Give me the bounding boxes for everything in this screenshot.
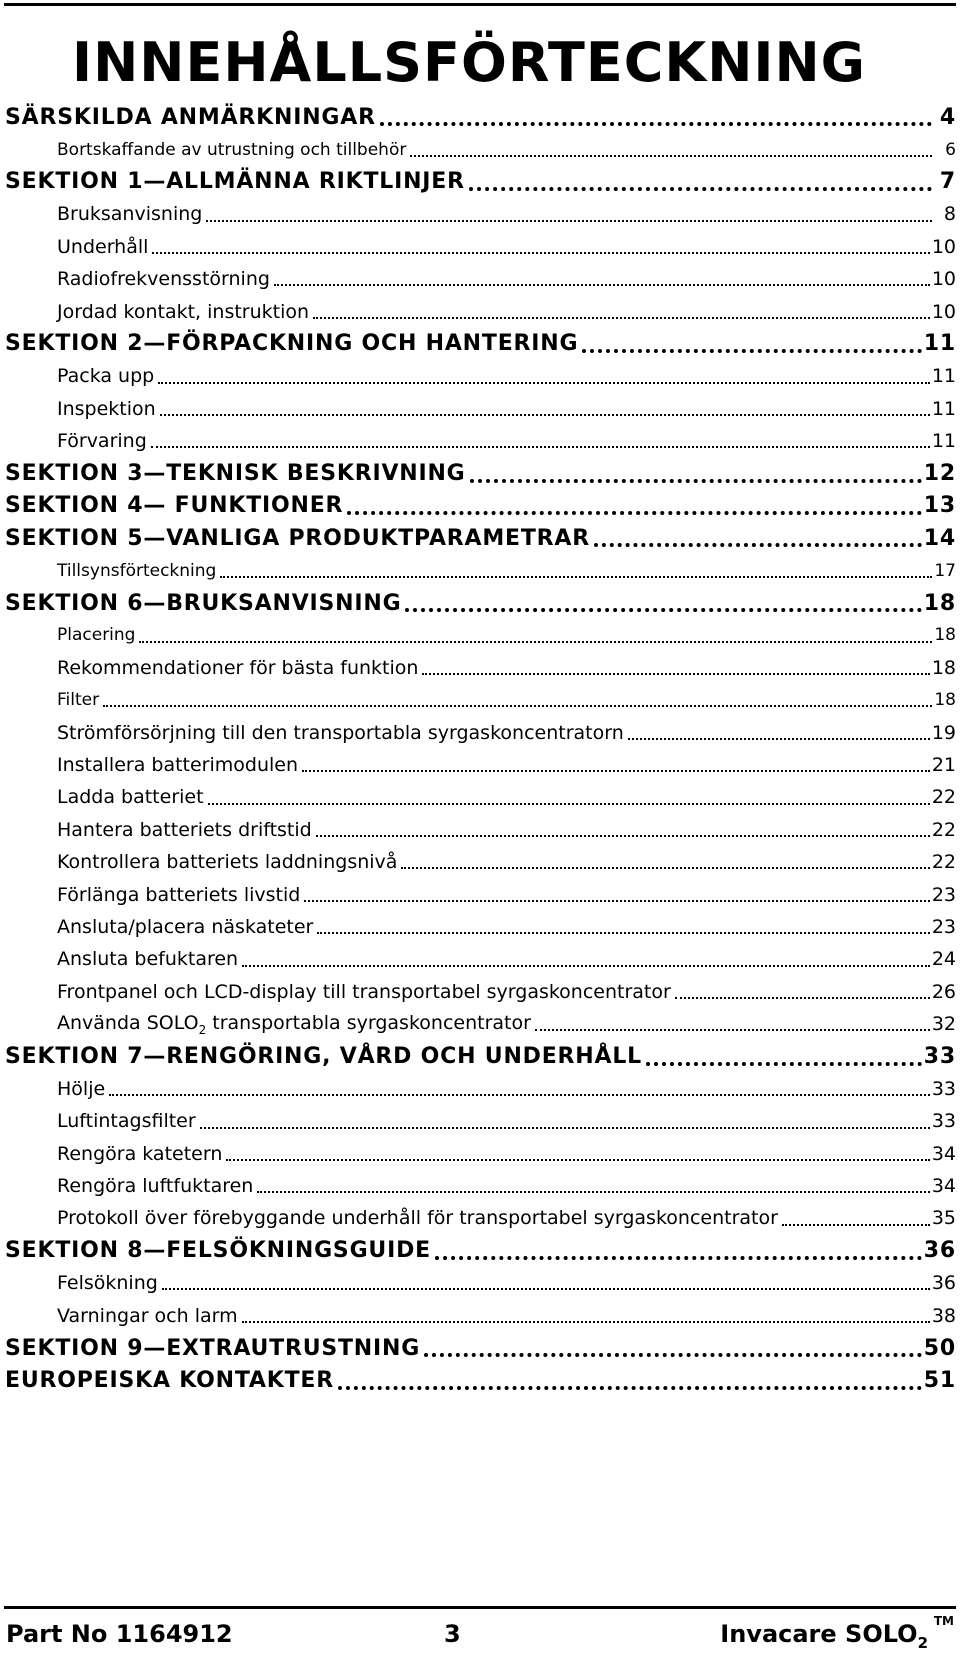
toc-dot-leader: [582, 349, 921, 353]
toc-entry-title: Inspektion: [57, 397, 156, 420]
toc-dot-leader: [242, 965, 930, 967]
toc-entry-title: [57, 1012, 531, 1037]
toc-subsection-row[interactable]: [5, 393, 956, 425]
toc-page-number: 6: [945, 139, 956, 160]
toc-page-number: 32: [931, 1013, 956, 1036]
toc-dot-leader: [435, 1256, 922, 1260]
toc-page-number: 18: [923, 590, 956, 616]
toc-entry-title: Hantera batteriets driftstid: [57, 818, 312, 841]
toc-subsection-row[interactable]: [5, 619, 956, 651]
toc-page-number: 33: [931, 1077, 956, 1100]
toc-subsection-row[interactable]: [5, 554, 956, 586]
toc-subsection-row[interactable]: [5, 1105, 956, 1137]
toc-entry-title: Rengöra katetern: [57, 1142, 223, 1165]
toc-entry-title-rest: transportabla syrgaskoncentrator: [206, 1011, 531, 1034]
toc-page-number: 18: [931, 656, 956, 679]
toc-dot-leader: [410, 155, 932, 157]
toc-page-number: 22: [931, 851, 956, 874]
toc-page-number: 26: [931, 980, 956, 1003]
page-title: INNEHÅLLSFÖRTECKNING: [72, 31, 867, 94]
toc-section-row[interactable]: [5, 1235, 956, 1267]
toc-subsection-row[interactable]: [5, 749, 956, 781]
toc-page-number: 17: [934, 560, 956, 581]
toc-entry-title: Frontpanel och LCD-display till transportabel syrgaskoncentrator: [57, 980, 671, 1003]
toc-dot-leader: [347, 511, 922, 515]
toc-entry-title: SEKTION 8—FELSÖKNINGSGUIDE: [5, 1238, 431, 1264]
toc-dot-leader: [274, 284, 930, 286]
toc-page-number: 18: [934, 625, 956, 646]
toc-entry-title: Hölje: [57, 1077, 106, 1100]
toc-subsection-row[interactable]: [5, 425, 956, 457]
toc-dot-leader: [646, 1062, 922, 1066]
toc-subsection-row[interactable]: [5, 1138, 956, 1170]
toc-subsection-row[interactable]: [5, 1170, 956, 1202]
toc-dot-leader: [302, 770, 930, 772]
toc-entry-title: Filter: [57, 690, 100, 711]
toc-subsection-row[interactable]: [5, 878, 956, 910]
toc-entry-title: SEKTION 4— FUNKTIONER: [5, 493, 344, 519]
toc-page-number: 35: [931, 1207, 956, 1230]
toc-subsection-row[interactable]: [5, 198, 956, 230]
toc-page-number: 14: [923, 525, 956, 551]
toc-entry-title: Installera batterimodulen: [57, 754, 299, 776]
toc-entry-title: Placering: [57, 625, 136, 646]
toc-page-number: 33: [923, 1044, 956, 1070]
footer-trademark: TM: [933, 1614, 954, 1628]
toc-dot-leader: [152, 252, 929, 254]
toc-page-number: 51: [923, 1367, 956, 1393]
toc-dot-leader: [200, 1127, 930, 1129]
toc-page-number: 11: [931, 397, 956, 420]
toc-entry-title: SEKTION 1—ALLMÄNNA RIKTLINJER: [5, 169, 465, 195]
toc-dot-leader: [103, 705, 932, 707]
toc-section-row[interactable]: [5, 587, 956, 619]
toc-subsection-row[interactable]: [5, 263, 956, 295]
toc-entry-title: SEKTION 6—BRUKSANVISNING: [5, 590, 402, 616]
toc-page-number: 10: [931, 268, 956, 291]
toc-subsection-row[interactable]: [5, 976, 956, 1008]
toc-page-number: 10: [931, 235, 956, 258]
toc-dot-leader: [594, 543, 922, 547]
toc-page-number: 22: [931, 786, 956, 809]
toc-entry-title: Rengöra luftfuktaren: [57, 1175, 254, 1198]
toc-page-number: 12: [923, 460, 956, 486]
toc-page-number: 34: [931, 1175, 956, 1198]
toc-dot-leader: [628, 738, 930, 740]
toc-page-number: 18: [934, 690, 956, 711]
toc-page-number: 13: [923, 493, 956, 519]
toc-entry-title: Radiofrekvensstörning: [57, 268, 270, 291]
footer-page-number: 3: [444, 1620, 461, 1648]
toc-page-number: 8: [943, 203, 956, 226]
toc-page-number: 24: [931, 948, 956, 971]
toc-dot-leader: [160, 414, 930, 416]
toc-dot-leader: [242, 1321, 930, 1323]
toc-dot-leader: [470, 479, 922, 483]
toc-entry-title: Förvaring: [57, 430, 147, 453]
toc-entry-title: Packa upp: [57, 365, 155, 388]
toc-dot-leader: [226, 1159, 929, 1161]
toc-subsection-row[interactable]: [5, 814, 956, 846]
toc-entry-title: Protokoll över förebyggande underhåll för transportabel syrgaskoncentrator: [57, 1207, 778, 1230]
toc-page-number: 23: [931, 883, 956, 906]
toc-subsection-row[interactable]: [5, 1267, 956, 1299]
toc-page-number: 34: [931, 1142, 956, 1165]
toc-section-row[interactable]: [5, 328, 956, 360]
top-rule: [4, 3, 956, 6]
toc-subsection-row[interactable]: [5, 684, 956, 716]
toc-page-number: 11: [931, 430, 956, 453]
toc-subsection-row[interactable]: [5, 231, 956, 263]
toc-page-number: 36: [923, 1238, 956, 1264]
toc-page-number: 19: [931, 721, 956, 744]
toc-dot-leader: [782, 1224, 930, 1226]
table-of-contents: [5, 101, 956, 1397]
toc-entry-title: SEKTION 3—TEKNISK BESKRIVNING: [5, 460, 466, 486]
toc-entry-title: Bortskaffande av utrustning och tillbehör: [57, 139, 407, 160]
toc-section-row[interactable]: [5, 457, 956, 489]
toc-section-row[interactable]: [5, 1040, 956, 1072]
toc-entry-title: SEKTION 7—RENGÖRING, VÅRD OCH UNDERHÅLL: [5, 1044, 642, 1070]
toc-page-number: 11: [923, 331, 956, 357]
toc-dot-leader: [535, 1029, 930, 1031]
toc-section-row[interactable]: [5, 166, 956, 198]
toc-subsection-row[interactable]: [5, 846, 956, 878]
toc-page-number: 38: [931, 1304, 956, 1327]
toc-page-number: 4: [939, 104, 956, 130]
toc-subsection-row[interactable]: [5, 1299, 956, 1331]
toc-entry-title: Rekommendationer för bästa funktion: [57, 656, 419, 679]
toc-dot-leader: [422, 673, 929, 675]
footer-product-name: [720, 1620, 928, 1652]
toc-entry-title-part: Använda SOLO: [57, 1011, 199, 1034]
toc-dot-leader: [257, 1191, 929, 1193]
toc-page-number: 7: [939, 169, 956, 195]
toc-dot-leader: [208, 803, 930, 805]
toc-subsection-row[interactable]: [5, 943, 956, 975]
toc-page-number: 21: [931, 754, 956, 776]
toc-entry-title: EUROPEISKA KONTAKTER: [5, 1367, 334, 1393]
toc-section-row[interactable]: [5, 101, 956, 133]
toc-dot-leader: [162, 1288, 930, 1290]
toc-entry-title: Varningar och larm: [57, 1304, 238, 1327]
toc-page-number: 23: [931, 915, 956, 938]
toc-dot-leader: [151, 446, 930, 448]
toc-subsection-row[interactable]: [5, 911, 956, 943]
toc-entry-title: SEKTION 2—FÖRPACKNING OCH HANTERING: [5, 331, 579, 357]
toc-entry-title: Jordad kontakt, instruktion: [57, 300, 310, 323]
footer-part-number: Part No 1164912: [6, 1620, 233, 1648]
toc-subsection-row[interactable]: [5, 781, 956, 813]
toc-page-number: 10: [931, 300, 956, 323]
toc-section-row[interactable]: [5, 1364, 956, 1396]
toc-subsection-row[interactable]: [5, 1202, 956, 1234]
toc-dot-leader: [313, 317, 930, 319]
toc-subsection-row[interactable]: [5, 1008, 956, 1040]
toc-subsection-row[interactable]: [5, 133, 956, 165]
toc-dot-leader: [158, 382, 930, 384]
toc-section-row[interactable]: [5, 522, 956, 554]
toc-dot-leader: [380, 122, 932, 126]
toc-page-number: 22: [931, 818, 956, 841]
page-footer: [4, 1614, 956, 1652]
toc-entry-title: SEKTION 9—EXTRAUTRUSTNING: [5, 1335, 421, 1361]
toc-dot-leader: [675, 997, 930, 999]
toc-dot-leader: [109, 1094, 930, 1096]
toc-dot-leader: [316, 835, 930, 837]
toc-dot-leader: [338, 1386, 922, 1390]
toc-entry-title: SÄRSKILDA ANMÄRKNINGAR: [5, 104, 376, 130]
toc-entry-title: Ladda batteriet: [57, 786, 204, 809]
toc-subsection-row[interactable]: [5, 716, 956, 748]
bottom-rule: [4, 1606, 956, 1609]
toc-dot-leader: [424, 1353, 922, 1357]
toc-dot-leader: [220, 576, 932, 578]
toc-page-number: 33: [931, 1110, 956, 1133]
toc-entry-title: Tillsynsförteckning: [57, 560, 217, 581]
toc-page-number: 50: [923, 1335, 956, 1361]
toc-entry-title: Felsökning: [57, 1272, 158, 1295]
toc-dot-leader: [304, 900, 929, 902]
footer-product-subscript: 2: [917, 1633, 928, 1652]
toc-dot-leader: [317, 932, 929, 934]
toc-subsection-row[interactable]: [5, 652, 956, 684]
toc-subsection-row[interactable]: [5, 295, 956, 327]
toc-section-row[interactable]: [5, 490, 956, 522]
toc-page-number: 11: [931, 365, 956, 388]
toc-dot-leader: [401, 867, 929, 869]
toc-entry-subscript: 2: [198, 1022, 207, 1037]
toc-page-number: 36: [931, 1272, 956, 1295]
toc-section-row[interactable]: [5, 1332, 956, 1364]
toc-entry-title: Ansluta/placera näskateter: [57, 915, 314, 938]
toc-dot-leader: [139, 641, 932, 643]
toc-entry-title: Ansluta befuktaren: [57, 948, 239, 971]
footer-product-label: Invacare SOLO: [720, 1620, 918, 1648]
toc-entry-title: Underhåll: [57, 235, 149, 258]
toc-entry-title: Förlänga batteriets livstid: [57, 883, 301, 906]
toc-subsection-row[interactable]: [5, 360, 956, 392]
toc-dot-leader: [206, 220, 932, 222]
toc-dot-leader: [469, 187, 932, 191]
toc-entry-title: Strömförsörjning till den transportabla syrgaskoncentratorn: [57, 721, 624, 744]
toc-entry-title: SEKTION 5—VANLIGA PRODUKTPARAMETRAR: [5, 525, 590, 551]
toc-dot-leader: [405, 608, 921, 612]
toc-entry-title: Luftintagsfilter: [57, 1110, 196, 1133]
toc-entry-title: Bruksanvisning: [57, 203, 203, 226]
toc-subsection-row[interactable]: [5, 1073, 956, 1105]
toc-entry-title: Kontrollera batteriets laddningsnivå: [57, 851, 398, 874]
